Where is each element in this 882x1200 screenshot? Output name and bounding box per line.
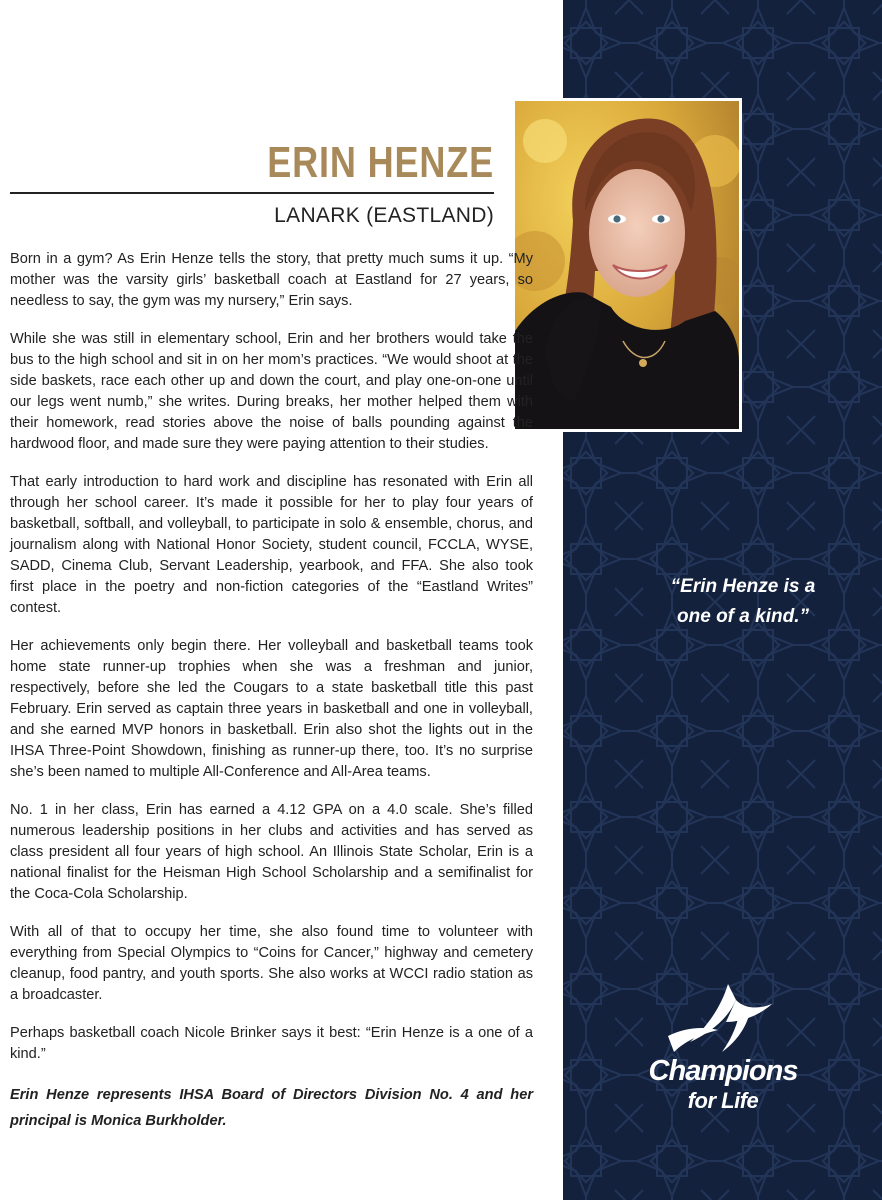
champions-for-life-logo	[628, 978, 818, 1128]
paragraph: While she was still in elementary school, Erin and her brothers would take the bus to the high school and sit in on her mom’s practices. “We would shoot at the side baskets, race each other up and down the court, and play one-on-one until our legs went numb,” she writes. During breaks, her mother helped them with their homework, read stories above the noise of balls pounding against the hardwood floor, and made sure they were paying attention to their studies.	[10, 331, 533, 452]
paragraph: That early introduction to hard work and discipline has resonated with Erin all through her school career. It’s made it possible for her to play four years of basketball, softball, and volleyball, to participate in solo & ensemble, chorus, and journalism along with National Honor Society, student council, FCCLA, WYSE, SADD, Cinema Club, Servant Leadership, yearbook, and FFA. She also took first place in the poetry and non-fiction categories of the “Eastland Writes” contest.	[10, 474, 533, 616]
page-title: ERIN HENZE	[267, 138, 494, 187]
header-divider	[10, 192, 494, 194]
logo-champions-text: Champions	[648, 1055, 798, 1087]
paragraph: Perhaps basketball coach Nicole Brinker says it best: “Erin Henze is a one of a kind.”	[10, 1025, 533, 1062]
pull-quote: “Erin Henze is a one of a kind.”	[670, 576, 816, 627]
logo-for-life-text: for Life	[687, 1088, 759, 1113]
portrait-image	[515, 101, 739, 429]
sail-star-icon	[656, 978, 786, 1058]
paragraph: No. 1 in her class, Erin has earned a 4.12 GPA on a 4.0 scale. She’s filled numerous leadership positions in her clubs and activities and has served as class president all four years of high school. An Illinois State Scholar, Erin is a national finalist for the Heisman High School Scholarship and a semifinalist for the Coca-Cola Scholarship.	[10, 802, 533, 902]
paragraph: Her achievements only begin there. Her volleyball and basketball teams took home state runner-up trophies when she was a freshman and junior, respectively, before she led the Cougars to a state basketball title this past February. Erin served as captain three years in basketball and one in volleyball, and she earned MVP honors in basketball. Erin also shot the lights out in the IHSA Three-Point Showdown, finishing as runner-up there, too. It’s no surprise she’s been named to multiple All-Conference and All-Area teams.	[10, 638, 533, 780]
school-subtitle: LANARK (EASTLAND)	[274, 204, 494, 227]
paragraph: Born in a gym? As Erin Henze tells the story, that pretty much sums it up. “My mother was the varsity girls’ basketball coach at Eastland for 27 years, so needless to say, the gym was my nursery,” Erin says.	[10, 251, 533, 309]
paragraph: With all of that to occupy her time, she also found time to volunteer with everything from Special Olympics to “Coins for Cancer,” highway and cemetery cleanup, food pantry, and youth sports. She also works at WCCI radio station as a broadcaster.	[10, 924, 533, 1003]
closing-note: Erin Henze represents IHSA Board of Directors Division No. 4 and her principal is Monica Burkholder.	[10, 1087, 533, 1129]
article-body	[10, 249, 533, 1149]
portrait-photo	[512, 98, 742, 432]
